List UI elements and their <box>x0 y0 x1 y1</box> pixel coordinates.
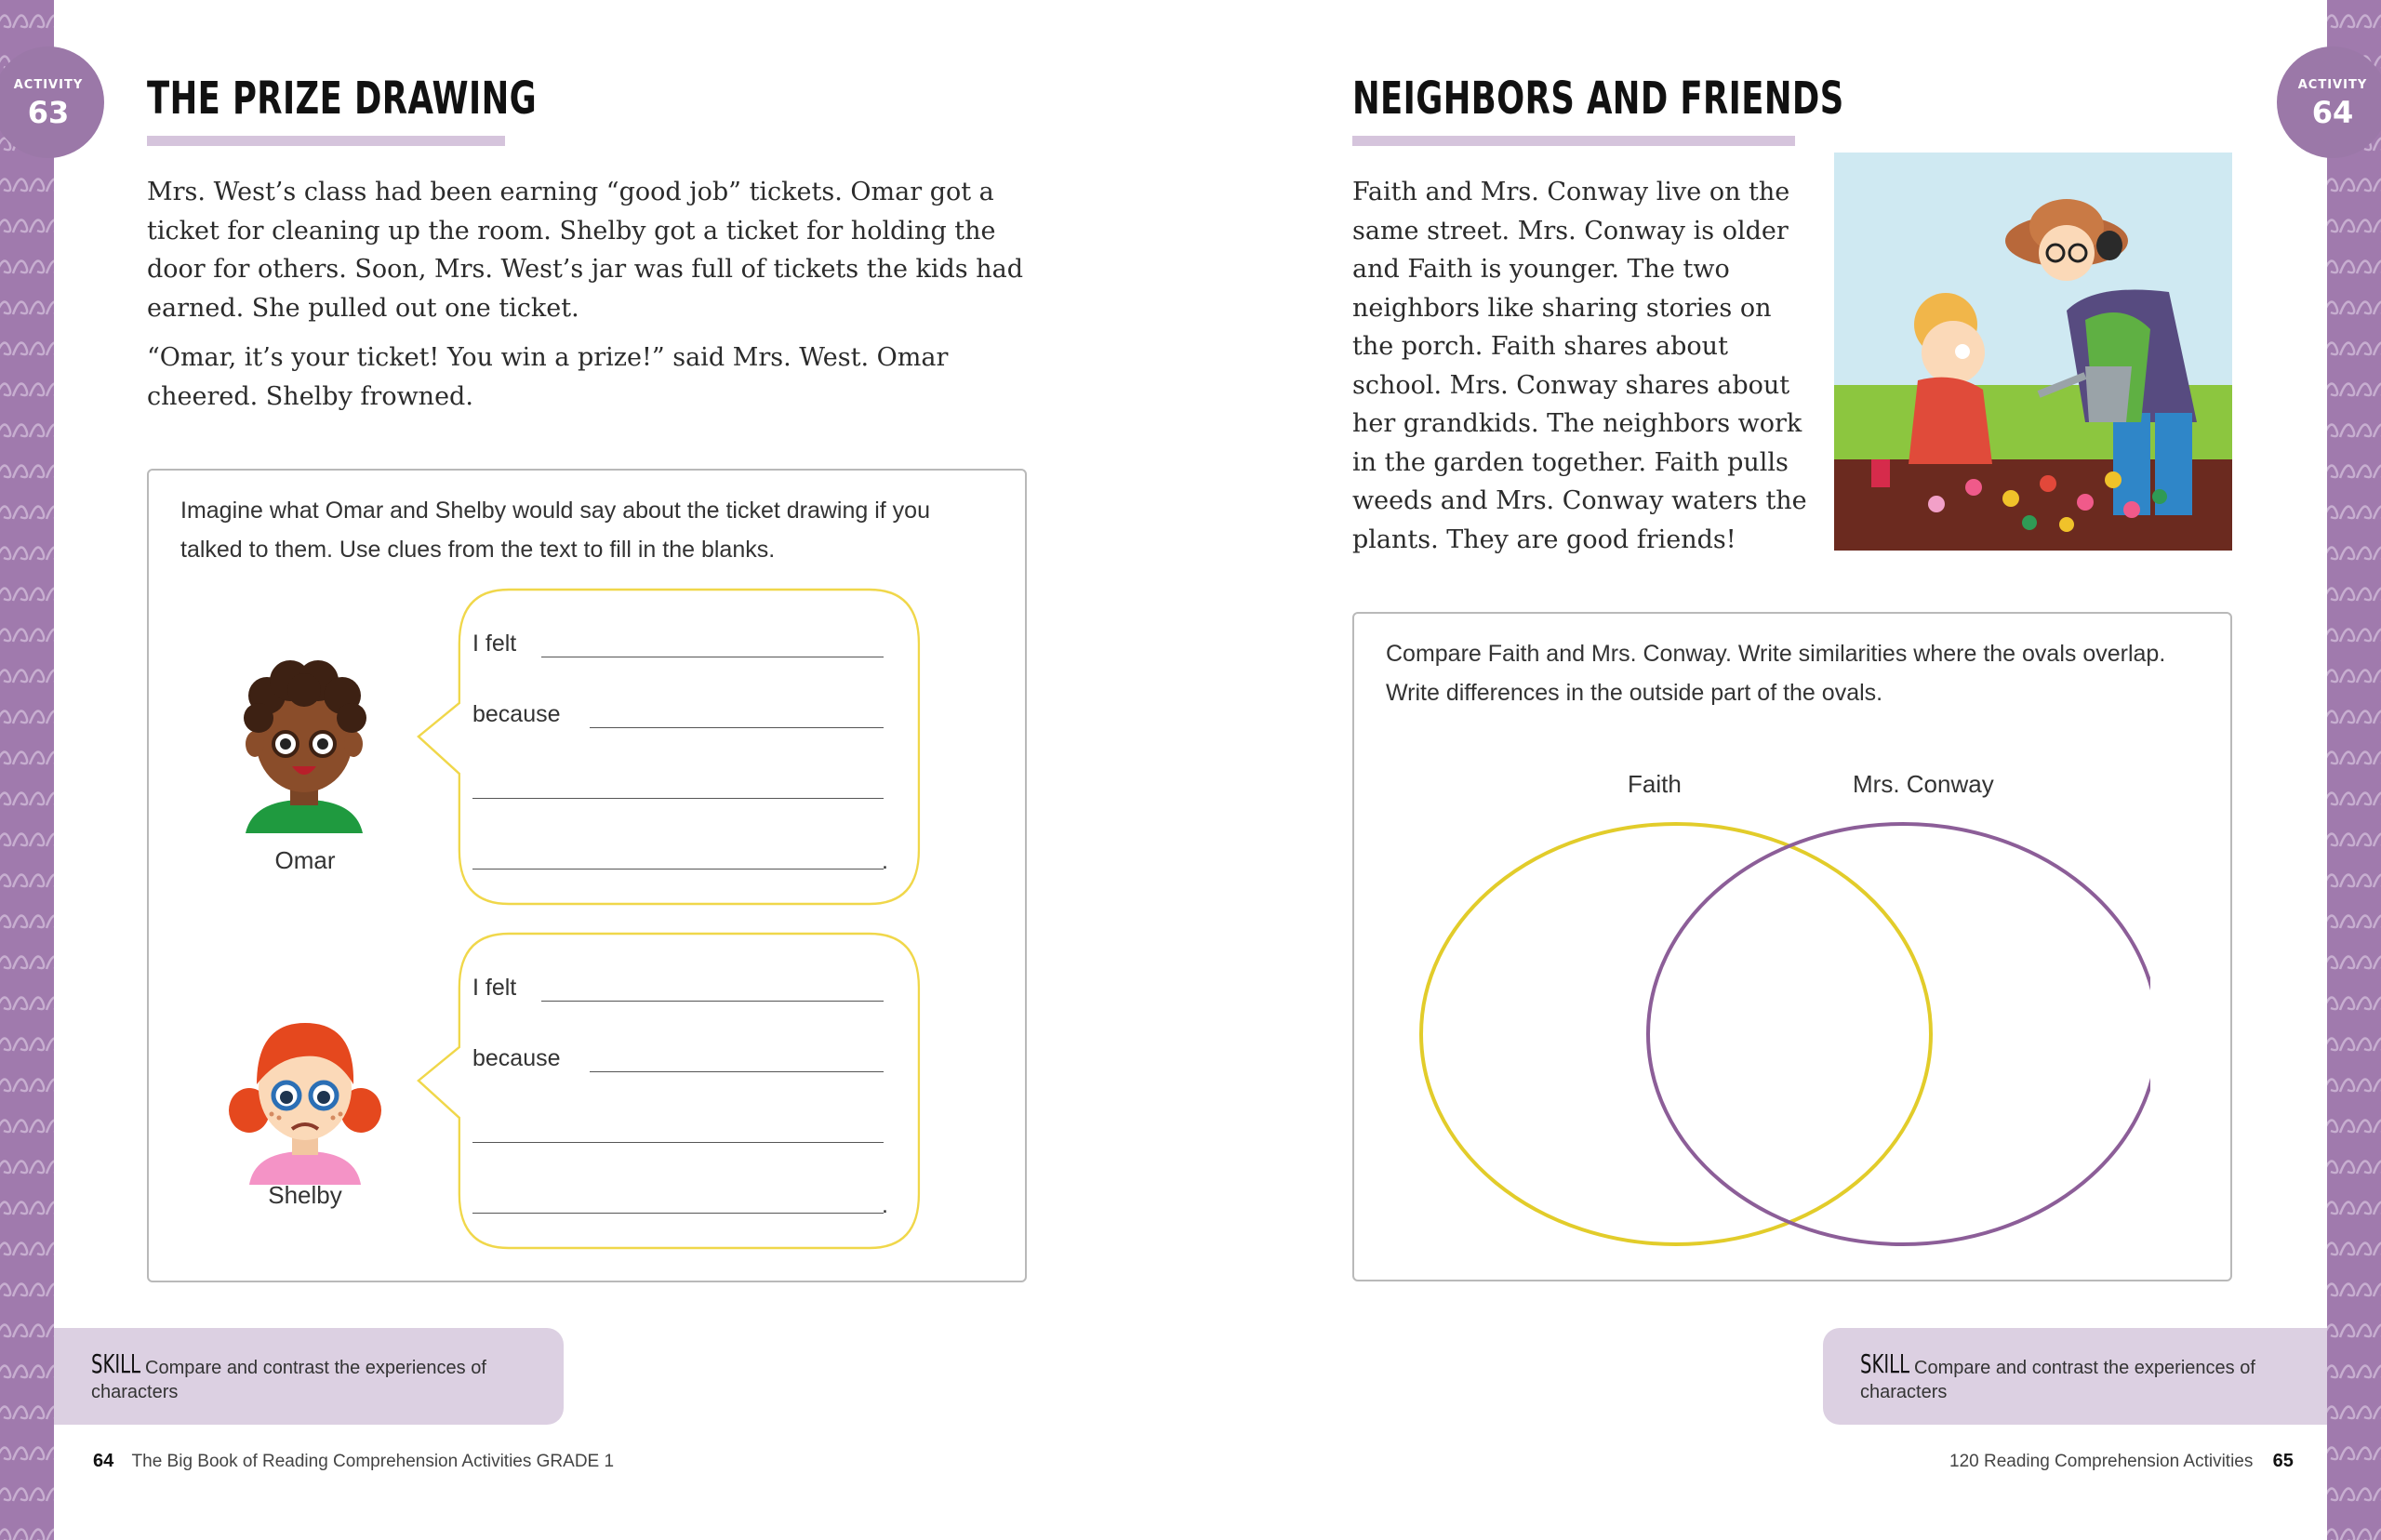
i-felt-label-shelby: I felt <box>472 975 517 1001</box>
skill-box-left <box>54 1328 564 1425</box>
i-felt-label-omar: I felt <box>472 631 517 657</box>
period-omar: . <box>882 848 888 874</box>
page-number-left: 64 <box>93 1451 114 1471</box>
book-title-right: 120 Reading Comprehension Activities <box>1949 1452 2254 1471</box>
speech-bubble-omar <box>415 588 921 906</box>
skill-text-right: Compare and contrast the experiences of characters <box>1860 1358 2255 1402</box>
title-underline-left <box>147 136 505 146</box>
speech-bubble-shelby <box>415 932 921 1250</box>
answer-line-omar-2[interactable] <box>472 869 884 870</box>
boy-avatar-icon <box>225 647 383 833</box>
instructions-right: Compare Faith and Mrs. Conway. Write similarities where the ovals overlap. Write differences in the outside part of the ovals. <box>1386 641 2166 706</box>
activity-box-right <box>1352 612 2232 1281</box>
garden-scene-icon <box>1834 153 2232 551</box>
venn-oval-faith <box>1421 824 1931 1244</box>
garden-illustration <box>1834 153 2232 551</box>
page-title-left: THE PRIZE DRAWING <box>147 73 538 125</box>
skill-label-right: SKILL <box>1860 1348 1910 1379</box>
shelby-illustration <box>229 999 381 1185</box>
book-title-left: The Big Book of Reading Comprehension Activities GRADE 1 <box>131 1452 615 1471</box>
girl-avatar-icon <box>229 999 381 1185</box>
story-paragraph-2: “Omar, it’s your ticket! You win a prize!” said Mrs. West. Omar cheered. Shelby frowned. <box>147 343 949 411</box>
activity-box-left <box>147 469 1027 1282</box>
story-paragraph-1: Mrs. West’s class had been earning “good job” tickets. Omar got a ticket for cleaning up the room. Shelby got a ticket for holding the door for others. Soon, Mrs. West’s jar was full of tickets the kids had earned. She pulled out one ticket. <box>147 178 1024 323</box>
because-blank-omar[interactable] <box>590 727 884 728</box>
swirl-pattern-icon <box>2327 0 2381 1540</box>
page-title-right: NEIGHBORS AND FRIENDS <box>1352 73 1844 125</box>
because-label-shelby: because <box>472 1045 561 1071</box>
activity-badge-64 <box>2277 46 2381 158</box>
venn-diagram <box>1416 820 2150 1248</box>
venn-label-mrs-conway: Mrs. Conway <box>1853 770 1994 798</box>
right-decorative-strip <box>2327 0 2381 1540</box>
skill-text-left: Compare and contrast the experiences of characters <box>91 1358 486 1402</box>
story-text-left <box>147 173 1040 427</box>
instructions-left: Imagine what Omar and Shelby would say about the ticket drawing if you talked to them. Use clues from the text to fill in the blanks. <box>180 498 930 563</box>
footer-right <box>1949 1451 2294 1472</box>
page-number-right: 65 <box>2272 1451 2294 1471</box>
story-text-right: Faith and Mrs. Conway live on the same street. Mrs. Conway is older and Faith is younger. The two neighbors like sharing stories on the porch. Faith shares about school. Mrs. Conway shares about her grandkids. The neighbors work in the garden together. Faith pulls weeds and Mrs. Conway waters the plants. They are good friends! <box>1352 178 1807 554</box>
swirl-pattern-icon <box>0 0 54 1540</box>
i-felt-blank-shelby[interactable] <box>541 1001 884 1002</box>
answer-line-omar-1[interactable] <box>472 798 884 799</box>
skill-box-right <box>1823 1328 2327 1425</box>
omar-illustration <box>225 647 383 833</box>
character-name-omar: Omar <box>274 846 336 874</box>
activity-label: ACTIVITY <box>2297 78 2368 92</box>
title-underline-right <box>1352 136 1795 146</box>
venn-oval-mrs-conway <box>1648 824 2150 1244</box>
answer-line-shelby-1[interactable] <box>472 1142 884 1143</box>
venn-label-faith: Faith <box>1628 770 1682 798</box>
footer-left <box>93 1451 614 1472</box>
because-label-omar: because <box>472 701 561 727</box>
answer-line-shelby-2[interactable] <box>472 1213 884 1214</box>
activity-badge-63 <box>0 46 104 158</box>
activity-label: ACTIVITY <box>13 78 84 92</box>
character-name-shelby: Shelby <box>268 1181 342 1209</box>
skill-label-left: SKILL <box>91 1348 141 1379</box>
period-shelby: . <box>882 1192 888 1218</box>
activity-number: 64 <box>2311 95 2354 130</box>
left-decorative-strip <box>0 0 54 1540</box>
activity-number: 63 <box>27 95 70 130</box>
because-blank-shelby[interactable] <box>590 1071 884 1072</box>
